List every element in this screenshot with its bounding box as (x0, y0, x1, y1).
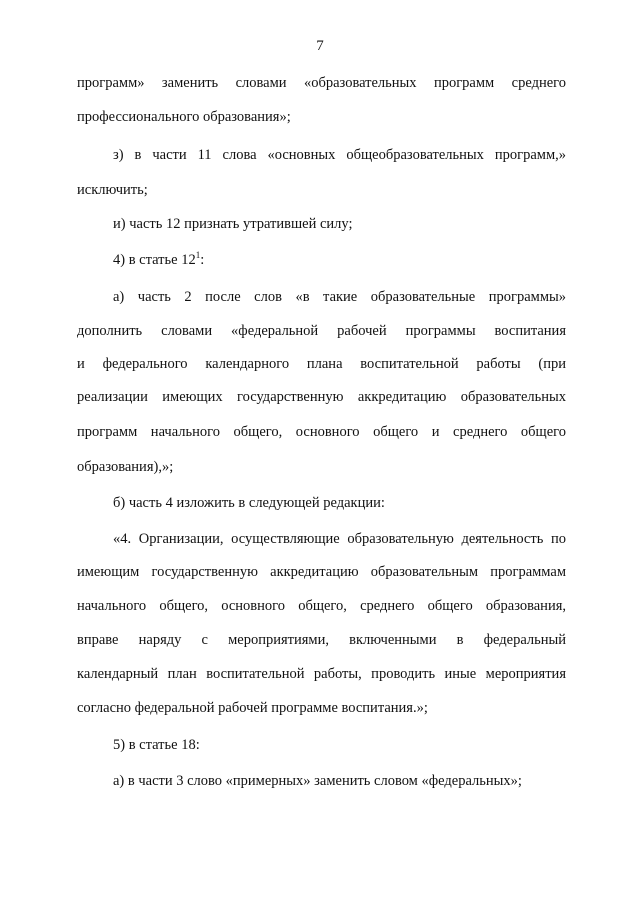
text-line: б) часть 4 изложить в следующей редакции: (113, 495, 385, 511)
text-line: начального общего, основного общего, среднего общего образования, (77, 598, 566, 614)
text-line: образования),»; (77, 459, 174, 475)
text-line: и федерального календарного плана воспитательной работы (при (77, 356, 566, 372)
text-line: согласно федеральной рабочей программе воспитания.»; (77, 700, 428, 716)
text-line: вправе наряду с мероприятиями, включенными в федеральный (77, 632, 566, 648)
text-line: дополнить словами «федеральной рабочей программы воспитания (77, 323, 566, 339)
text-line: имеющим государственную аккредитацию образовательным программам (77, 564, 566, 580)
text-line: профессионального образования»; (77, 109, 291, 125)
text-line: исключить; (77, 182, 148, 198)
superscript: 1 (195, 250, 201, 260)
text-fragment: 4) в статье 12 (113, 252, 196, 268)
text-fragment: : (200, 252, 205, 268)
text-line: а) часть 2 после слов «в такие образовательные программы» (113, 289, 566, 305)
text-line: программ» заменить словами «образовательных программ среднего (77, 75, 566, 91)
text-line (113, 251, 566, 269)
text-line: а) в части 3 слово «примерных» заменить словом «федеральных»; (113, 773, 522, 789)
text-line: «4. Организации, осуществляющие образовательную деятельность по (113, 531, 566, 547)
page-number: 7 (316, 38, 324, 54)
text-line: з) в части 11 слова «основных общеобразовательных программ,» (113, 147, 566, 163)
text-line: реализации имеющих государственную аккредитацию образовательных (77, 389, 566, 405)
text-line: программ начального общего, основного общего и среднего общего (77, 424, 566, 440)
text-line: 5) в статье 18: (113, 737, 200, 753)
text-line: календарный план воспитательной работы, проводить иные мероприятия (77, 666, 566, 682)
text-line: и) часть 12 признать утратившей силу; (113, 216, 353, 232)
